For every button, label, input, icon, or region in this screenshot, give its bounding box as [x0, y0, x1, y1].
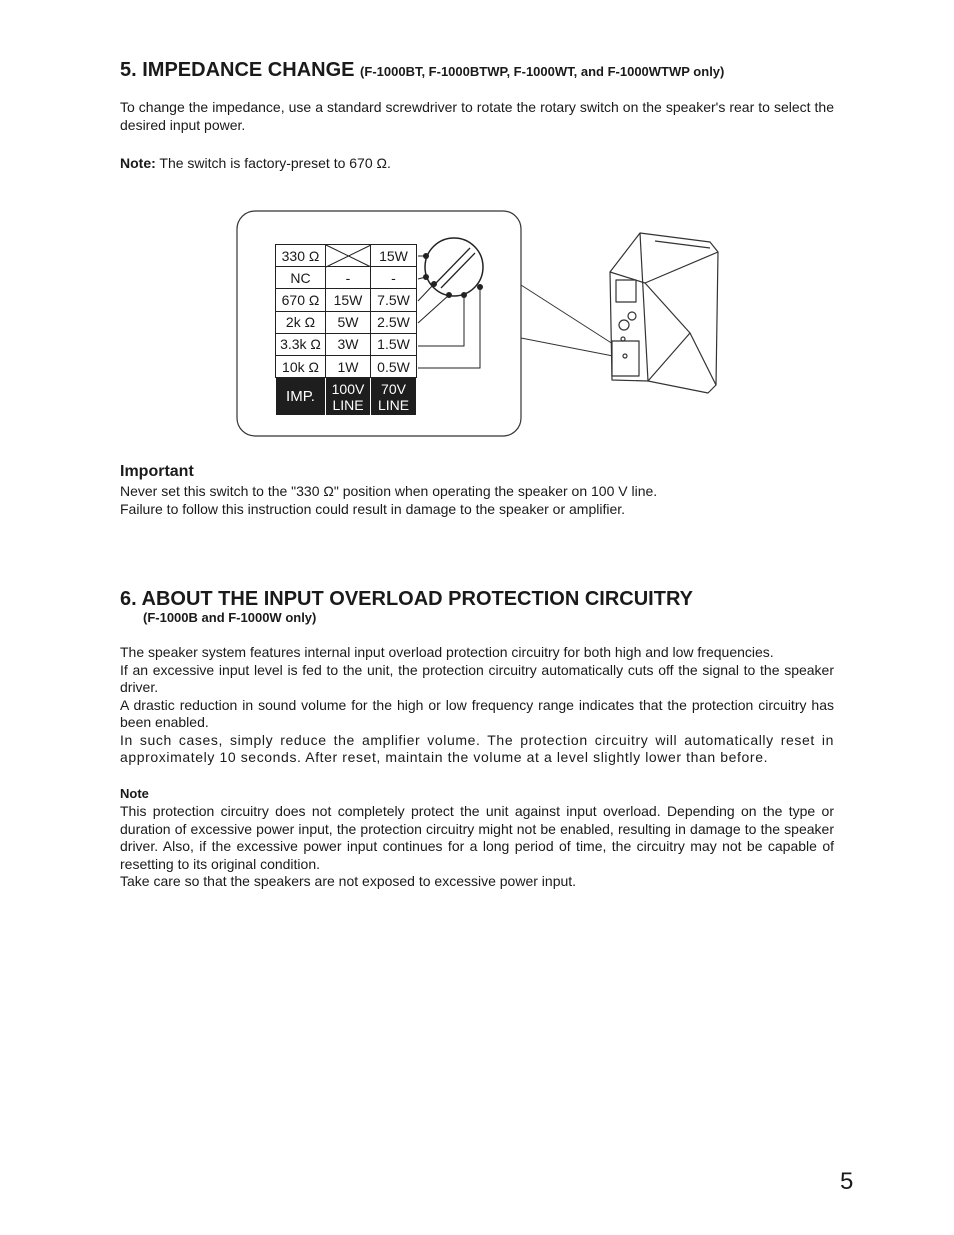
table-cell-imp: 10k Ω [276, 355, 326, 377]
callout-pointer [521, 285, 613, 356]
table-footer-70v [371, 378, 417, 416]
footer-100v-line: LINE [332, 396, 364, 413]
impedance-diagram [0, 0, 954, 450]
table-cell-70v: 1.5W [371, 333, 417, 355]
section-6-note-heading: Note [120, 786, 149, 801]
table-row [276, 355, 417, 377]
section-6-note-paragraph-2: Take care so that the speakers are not exposed to excessive power input. [120, 873, 577, 889]
table-cell-70v: 0.5W [371, 355, 417, 377]
table-cell-imp: 330 Ω [276, 245, 326, 267]
table-cell-70v: - [371, 267, 417, 289]
table-cell-100v: - [326, 267, 371, 289]
important-line-1: Never set this switch to the "330 Ω" position when operating the speaker on 100 V line. [120, 483, 658, 499]
table-row [276, 289, 417, 311]
section-6-paragraph-3: A drastic reduction in sound volume for the high or low frequency range indicates that the protection circuitry has been enabled. [120, 696, 834, 730]
section-6-paragraph-4: In such cases, simply reduce the amplifier volume. The protection circuitry will automatically reset in approximately 10 seconds. After reset, maintain the volume at a level slightly lower than before. [120, 731, 834, 765]
diagram-artwork [0, 0, 954, 450]
table-footer-100v [326, 378, 371, 416]
footer-100v-label: 100V [331, 380, 365, 397]
rotary-switch-icon [425, 238, 483, 296]
table-row [276, 333, 417, 355]
important-line-2: Failure to follow this instruction could result in damage to the speaker or amplifier. [120, 500, 626, 517]
table-cell-imp: NC [276, 267, 326, 289]
section-6-paragraph-1: The speaker system features internal input overload protection circuitry for both high and low frequencies. [120, 644, 774, 660]
section-5-title-models: (F-1000BT, F-1000BTWP, F-1000WT, and F-1000WTWP only) [360, 64, 725, 79]
table-row [276, 311, 417, 333]
section-5-title-main: 5. IMPEDANCE CHANGE [120, 59, 355, 81]
section-5-body-text: To change the impedance, use a standard screwdriver to rotate the rotary switch on the speaker's rear to select the desired input power. [120, 99, 834, 133]
table-footer-imp: IMP. [276, 378, 326, 416]
table-cell-70v: 2.5W [371, 311, 417, 333]
table-cell-100v: 5W [326, 311, 371, 333]
section-6-note-body [120, 803, 834, 891]
section-6-title: 6. ABOUT THE INPUT OVERLOAD PROTECTION CIRCUITRY [120, 588, 693, 610]
important-body [120, 483, 834, 518]
table-cell-70v: 15W [371, 245, 417, 267]
footer-70v-label: 70V [381, 380, 406, 397]
table-cell-70v: 7.5W [371, 289, 417, 311]
table-row [276, 267, 417, 289]
table-cell-imp: 3.3k Ω [276, 333, 326, 355]
speaker-cabinet-icon [610, 233, 718, 393]
impedance-table [275, 244, 417, 416]
table-footer-row [276, 378, 417, 416]
footer-70v-line: LINE [377, 396, 410, 413]
section-6-body [120, 644, 834, 767]
table-cell-100v: 3W [326, 333, 371, 355]
table-cell-100v [326, 245, 371, 267]
table-row [276, 245, 417, 267]
important-heading: Important [120, 463, 194, 480]
table-cell-imp: 670 Ω [276, 289, 326, 311]
section-5-note-text: The switch is factory-preset to 670 Ω. [155, 155, 391, 171]
table-cell-imp: 2k Ω [276, 311, 326, 333]
section-6-note-paragraph-1: This protection circuitry does not completely protect the unit against input overload. Depending on the type or duration of excessive power input, the protection circuitry might not be enabled, resulting in damage to the speaker driver. Also, if the excessive power input continues for a long period of time, the circuitry may not be capable of resetting to its original condition. [120, 803, 834, 872]
page-number: 5 [840, 1168, 854, 1195]
section-6-subtitle: (F-1000B and F-1000W only) [143, 610, 317, 625]
section-5-note-label: Note: [120, 155, 156, 171]
table-cell-100v: 15W [326, 289, 371, 311]
table-cell-100v: 1W [326, 355, 371, 377]
section-6-paragraph-2: If an excessive input level is fed to the unit, the protection circuitry automatically cuts off the signal to the speaker driver. [120, 661, 834, 695]
